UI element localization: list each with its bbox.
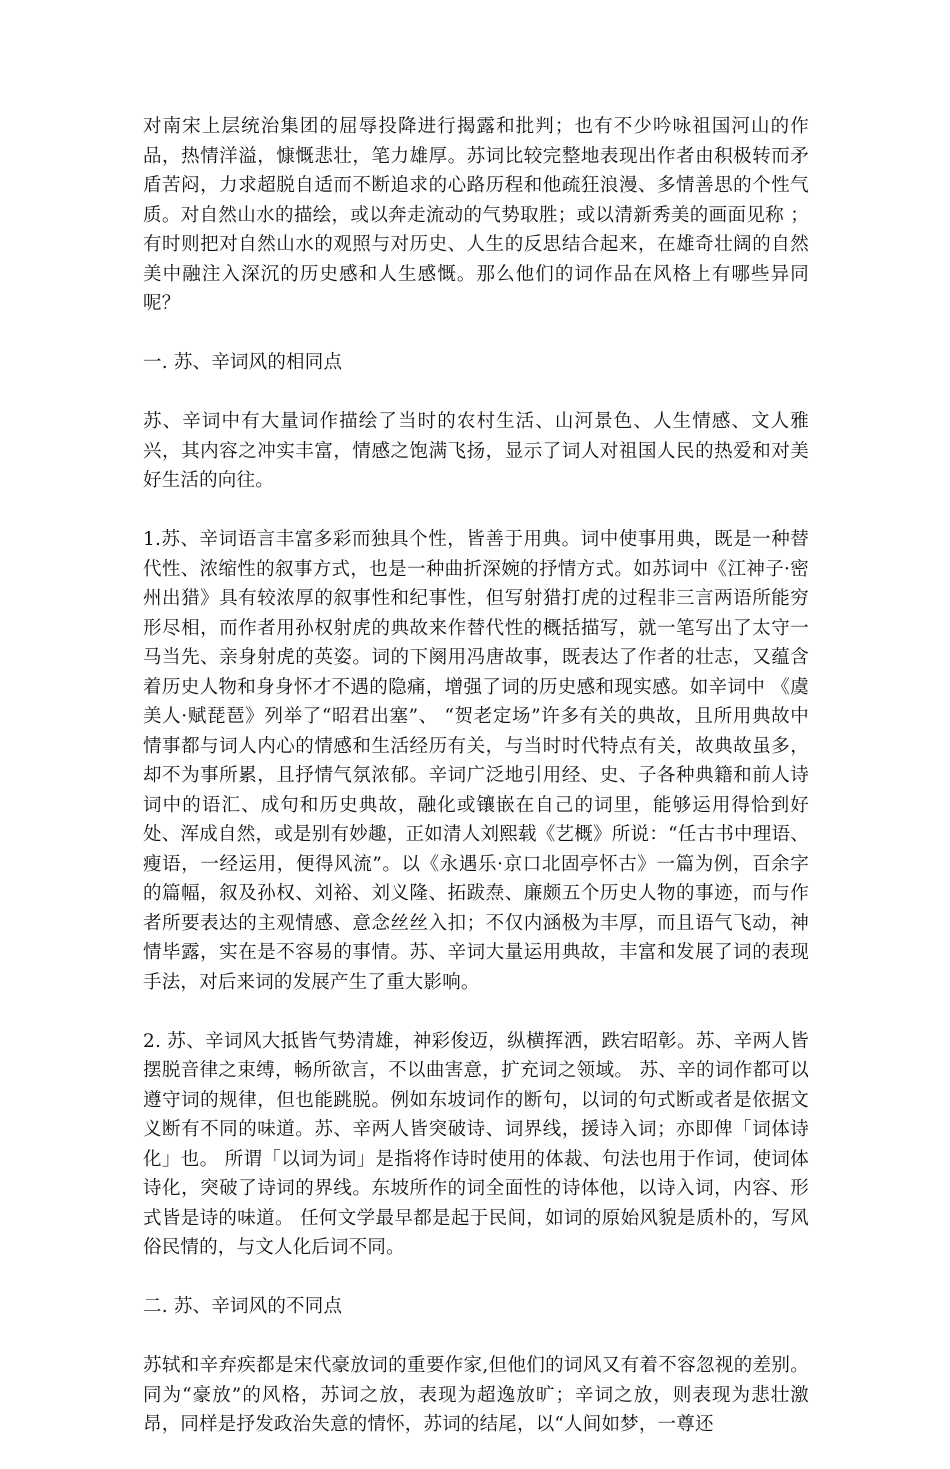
paragraph-similarities-overview: 苏、辛词中有大量词作描绘了当时的农村生活、山河景色、人生情感、文人雅兴，其内容之冲实丰富，情感之饱满飞扬，显示了词人对祖国人民的热爱和对美好生活的向往。 [143, 411, 809, 491]
paragraph-differences-overview: 苏轼和辛弃疾都是宋代豪放词的重要作家,但他们的词风又有着不容忽视的差别。同为“豪放”的风格，苏词之放，表现为超逸放旷；辛词之放，则表现为悲壮激昂，同样是抒发政治失意的情怀，苏词的结尾，以“人间如梦，一尊还 [143, 1355, 809, 1435]
paragraph-point-1-allusions: 1.苏、辛词语言丰富多彩而独具个性，皆善于用典。词中使事用典，既是一种替代性、浓缩性的叙事方式，也是一种曲折深婉的抒情方式。如苏词中《江神子·密州出猎》具有较浓厚的叙事性和纪事性，但写射猎打虎的过程非三言两语所能穷形尽相，而作者用孙权射虎的典故来作替代性的概括描写，就一笔写出了太守一马当先、亲身射虎的英姿。词的下阕用冯唐故事，既表达了作者的壮志，又蕴含着历史人物和身身怀才不遇的隐痛，增强了词的历史感和现实感。如辛词中 《虞美人·赋琵琶》列举了“昭君出塞”、 “贺老定场”许多有关的典故，且所用典故中情事都与词人内心的情感和生活经历有关，与当时时代特点有关，故典故虽多，却不为事所累，且抒情气氛浓郁。辛词广泛地引用经、史、子各种典籍和前人诗词中的语汇、成句和历史典故，融化或镶嵌在自己的词里，能够运用得恰到好处、浑成自然，或是别有妙趣，正如清人刘熙载《艺概》所说：“任古书中理语、瘦语，一经运用，便得风流”。以《永遇乐·京口北固亭怀古》一篇为例，百余字的篇幅，叙及孙权、刘裕、刘义隆、拓跋焘、廉颇五个历史人物的事迹，而与作者所要表达的主观情感、意念丝丝入扣；不仅内涵极为丰厚，而且语气飞动，神情毕露，实在是不容易的事情。苏、辛词大量运用典故，丰富和发展了词的表现手法，对后来词的发展产生了重大影响。 [143, 529, 809, 993]
document-page [143, 112, 809, 1469]
paragraph-intro: 对南宋上层统治集团的屈辱投降进行揭露和批判；也有不少吟咏祖国河山的作品，热情洋溢，慷慨悲壮，笔力雄厚。苏词比较完整地表现出作者由积极转而矛盾苦闷，力求超脱自适而不断追求的心路历程和他疏狂浪漫、多情善思的个性气质。对自然山水的描绘，或以奔走流动的气势取胜；或以清新秀美的画面见称 ；有时则把对自然山水的观照与对历史、人生的反思结合起来，在雄奇壮阔的自然美中融注入深沉的历史感和人生感慨。那么他们的词作品在风格上有哪些异同呢？ [143, 116, 809, 314]
paragraph-point-2-style: 2. 苏、辛词风大抵皆气势清雄，神彩俊迈，纵横挥洒，跌宕昭彰。苏、辛两人皆摆脱音律之束缚，畅所欲言，不以曲害意，扩充词之领域。 苏、辛的词作都可以遵守词的规律，但也能跳脱。例如东坡词作的断句，以词的句式断或者是依据文义断有不同的味道。苏、辛两人皆突破诗、词界线，援诗入词；亦即俾「词体诗化」也。 所谓「以词为词」是指将作诗时使用的体裁、句法也用于作词，使词体诗化，突破了诗词的界线。东坡所作的词全面性的诗体他，以诗入词，内容、形式皆是诗的味道。 任何文学最早都是起于民间，如词的原始风貌是质朴的，写风俗民情的，与文人化后词不同。 [143, 1030, 809, 1258]
section-heading-differences: 二. 苏、辛词风的不同点 [143, 1296, 343, 1317]
section-heading-similarities: 一. 苏、辛词风的相同点 [143, 352, 343, 373]
